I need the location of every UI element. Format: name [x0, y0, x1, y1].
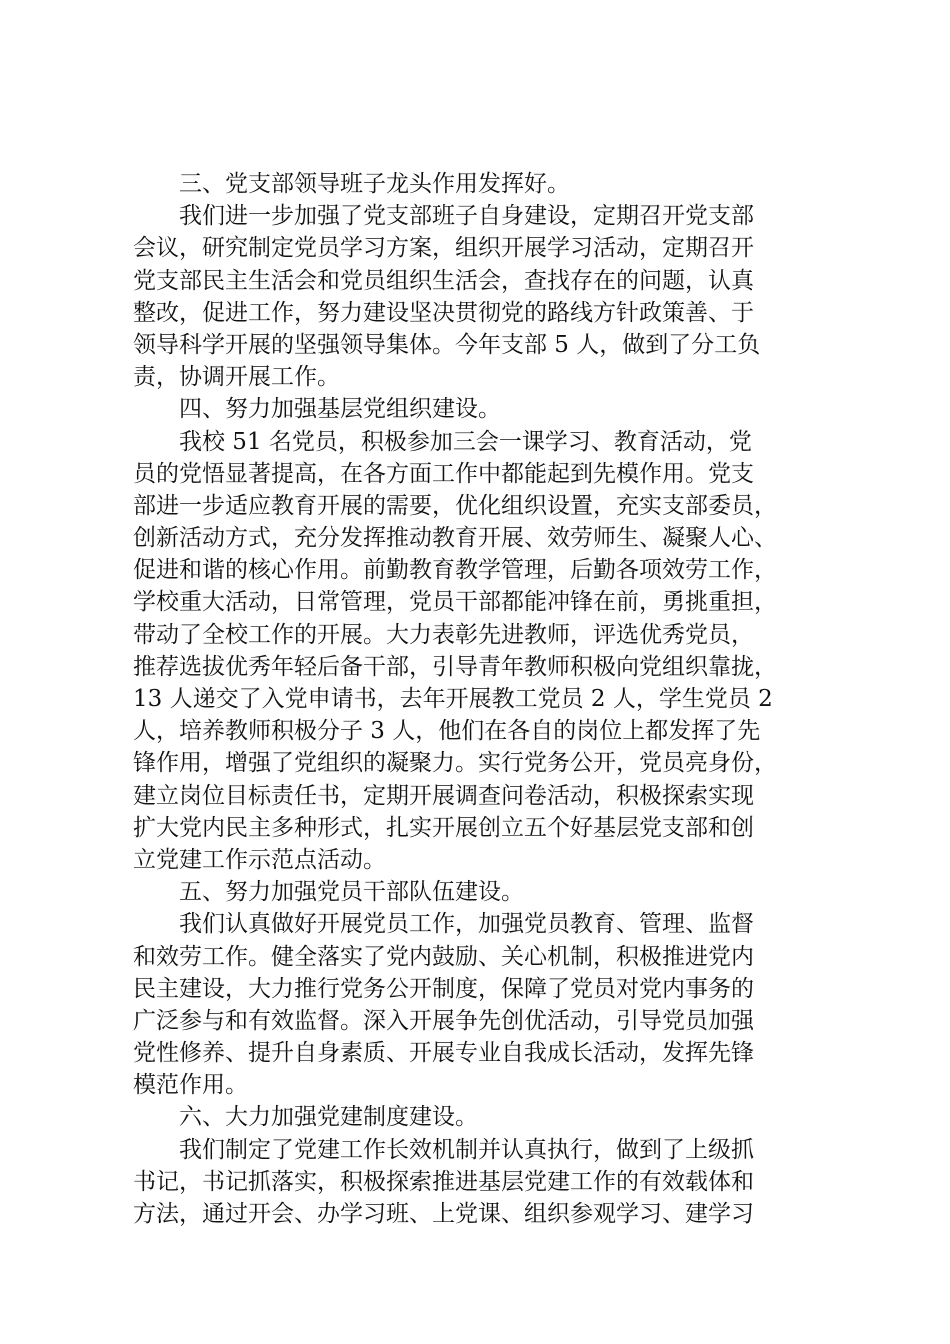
- paragraph-line: 锋作用，增强了党组织的凝聚力。实行党务公开，党员亮身份，: [133, 750, 777, 777]
- paragraph-line: 民主建设，大力推行党务公开制度，保障了党员对党内事务的: [133, 975, 754, 1002]
- paragraph-line: 建立岗位目标责任书，定期开展调查问卷活动，积极探索实现: [133, 782, 754, 809]
- paragraph-line: 促进和谐的核心作用。前勤教育教学管理，后勤各项效劳工作，: [133, 557, 777, 584]
- paragraph-start-line: 我们认真做好开展党员工作，加强党员教育、管理、监督: [179, 911, 754, 938]
- paragraph-line: 党性修养、提升自身素质、开展专业自我成长活动，发挥先锋: [133, 1040, 754, 1067]
- paragraph-start-line: 五、努力加强党员干部队伍建设。: [179, 879, 524, 906]
- paragraph-line: 书记，书记抓落实，积极探索推进基层党建工作的有效载体和: [133, 1168, 754, 1195]
- paragraph-line: 员的党悟显著提高，在各方面工作中都能起到先模作用。党支: [133, 460, 754, 487]
- paragraph-line: 人，培养教师积极分子 3 人，他们在各自的岗位上都发挥了先: [133, 718, 761, 745]
- paragraph-line: 方法，通过开会、办学习班、上党课、组织参观学习、建学习: [133, 1201, 754, 1227]
- paragraph-line: 整改，促进工作，努力建设坚决贯彻党的路线方针政策善、于: [133, 299, 754, 326]
- paragraph-start-line: 六、大力加强党建制度建设。: [179, 1104, 478, 1131]
- paragraph-start-line: 我们进一步加强了党支部班子自身建设，定期召开党支部: [179, 203, 754, 230]
- paragraph-start-line: 四、努力加强基层党组织建设。: [179, 396, 501, 423]
- document-body: [133, 168, 833, 1230]
- paragraph-start-line: 三、党支部领导班子龙头作用发挥好。: [179, 171, 570, 197]
- paragraph-start-line: 我们制定了党建工作长效机制并认真执行，做到了上级抓: [179, 1136, 754, 1163]
- paragraph-start-line: 我校 51 名党员，积极参加三会一课学习、教育活动，党: [179, 428, 752, 455]
- paragraph-line: 带动了全校工作的开展。大力表彰先进教师，评选优秀党员，: [133, 621, 754, 648]
- paragraph-line: 党支部民主生活会和党员组织生活会，查找存在的问题，认真: [133, 267, 754, 294]
- paragraph-line: 立党建工作示范点活动。: [133, 846, 386, 873]
- paragraph-line: 推荐选拔优秀年轻后备干部，引导青年教师积极向党组织靠拢，: [133, 653, 777, 680]
- paragraph-line: 部进一步适应教育开展的需要，优化组织设置，充实支部委员，: [133, 492, 777, 519]
- paragraph-line: 模范作用。: [133, 1072, 248, 1099]
- paragraph-line: 扩大党内民主多种形式，扎实开展创立五个好基层党支部和创: [133, 814, 754, 841]
- paragraph-line: 会议，研究制定党员学习方案，组织开展学习活动，定期召开: [133, 235, 754, 262]
- paragraph-line: 13 人递交了入党申请书，去年开展教工党员 2 人，学生党员 2: [133, 686, 773, 712]
- paragraph-line: 和效劳工作。健全落实了党内鼓励、关心机制，积极推进党内: [133, 943, 754, 970]
- paragraph-line: 责，协调开展工作。: [133, 364, 340, 391]
- paragraph-line: 领导科学开展的坚强领导集体。今年支部 5 人，做到了分工负: [133, 331, 761, 358]
- paragraph-line: 创新活动方式，充分发挥推动教育开展、效劳师生、凝聚人心、: [133, 525, 777, 552]
- paragraph-line: 广泛参与和有效监督。深入开展争先创优活动，引导党员加强: [133, 1007, 754, 1034]
- paragraph-line: 学校重大活动，日常管理，党员干部都能冲锋在前，勇挑重担，: [133, 589, 777, 616]
